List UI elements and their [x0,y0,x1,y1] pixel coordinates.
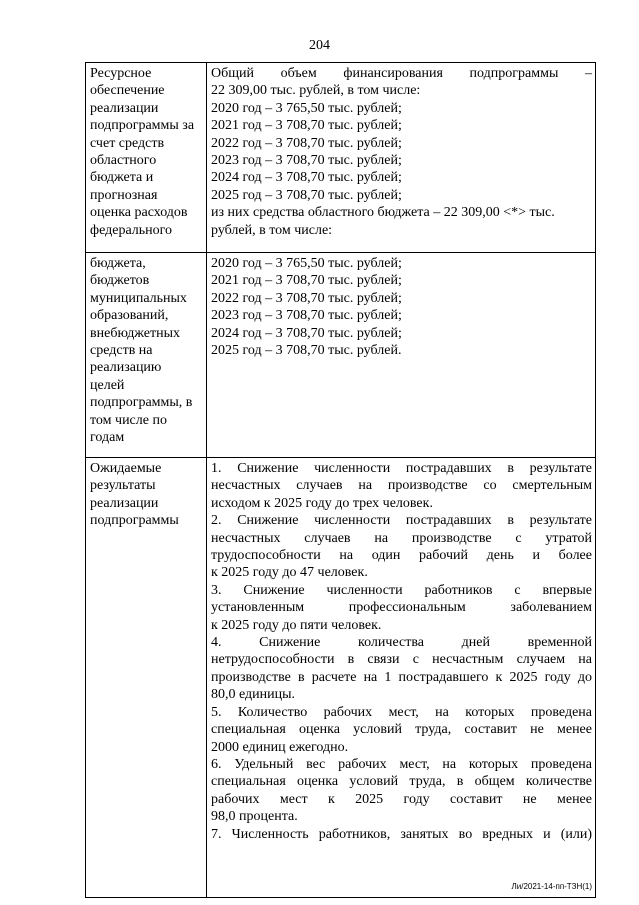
label-line: счет средств [90,135,165,151]
content-line: Общий объем финансирования подпрограммы – [211,66,592,81]
table-row-funding-by-year [86,253,596,458]
content-line: к 2025 году до пяти человек. [211,617,382,633]
content-line: рублей, в том числе: [211,222,333,238]
label-line: образований, [90,308,169,324]
content-line: несчастных случаев на производстве со смертельным [211,478,592,494]
content-line: 22 309,00 тыс. рублей, в том числе: [211,83,421,99]
content-line: 4. Снижение количества дней временной [211,635,592,651]
passport-table [85,62,596,898]
document-code: Ли/2021-14-пп-ТЗН(1) [511,882,592,891]
label-line: оценка расходов [90,205,188,221]
label-line: подпрограммы за [90,118,195,134]
content-line: трудоспособности на один рабочий день и более [211,548,592,564]
label-line: бюджета, [90,256,146,271]
content-line: 2022 год – 3 708,70 тыс. рублей; [211,290,402,306]
content-line: 2020 год – 3 765,50 тыс. рублей; [211,256,402,271]
label-line: обеспечение [90,83,165,99]
content-line: 2020 год – 3 765,50 тыс. рублей; [211,100,402,116]
label-line: федерального [90,222,173,238]
label-line: Ожидаемые [90,461,162,476]
content-line: рабочих мест к 2025 году составит не менее [211,791,592,807]
content-line: 2000 единиц ежегодно. [211,739,349,755]
content-line: 2023 год – 3 708,70 тыс. рублей; [211,308,402,324]
content-line: 2024 год – 3 708,70 тыс. рублей; [211,170,402,186]
label-line: годам [90,430,125,446]
content-line: 2. Снижение численности пострадавших в результате [211,513,592,529]
content-line: 2022 год – 3 708,70 тыс. рублей; [211,135,402,151]
content-line: установленным профессиональным заболеванием [211,600,592,616]
label-line: внебюджетных [90,325,181,341]
content-line: 2025 год – 3 708,70 тыс. рублей; [211,187,402,203]
label-line: подпрограммы, в [90,395,193,411]
row-label-cell [86,458,207,898]
label-line: целей [90,377,125,393]
content-line: 7. Численность работников, занятых во вредных и (или) [211,826,592,842]
row-content-cell [207,253,596,458]
content-line: к 2025 году до 47 человек. [211,565,368,581]
label-line: областного [90,153,157,169]
label-line: реализации [90,100,159,116]
content-line: 5. Количество рабочих мест, на которых проведена [211,704,592,720]
content-line: 2023 год – 3 708,70 тыс. рублей; [211,153,402,169]
content-line: 2021 год – 3 708,70 тыс. рублей; [211,273,402,289]
label-line: подпрограммы [90,513,179,529]
content-line: 2021 год – 3 708,70 тыс. рублей; [211,118,402,134]
label-line: муниципальных [90,290,187,306]
table-row-expected-results [86,458,596,898]
content-line: 98,0 процента. [211,809,298,825]
content-line: 3. Снижение численности работников с впервые [211,582,592,598]
content-line: нетрудоспособности в связи с несчастным случаем на [211,652,592,668]
label-line: реализации [90,495,159,511]
page-number: 204 [309,38,330,53]
content-line: специальная оценка условий труда, в общем количестве [211,774,592,790]
table-row-resources [86,63,596,253]
label-line: бюджетов [90,273,150,289]
content-line: 80,0 единицы. [211,687,296,703]
row-label-cell [86,63,207,253]
row-content-cell [207,458,596,898]
content-line: 6. Удельный вес рабочих мест, на которых проведена [211,756,592,772]
content-line: исходом к 2025 году до трех человек. [211,495,433,511]
content-line: 2024 год – 3 708,70 тыс. рублей; [211,325,402,341]
label-line: Ресурсное [90,66,152,81]
content-line: 2025 год – 3 708,70 тыс. рублей. [211,343,402,359]
label-line: том числе по [90,412,167,428]
content-line: 1. Снижение численности пострадавших в результате [211,461,592,476]
row-content-cell [207,63,596,253]
content-line: несчастных случаев на производстве с утратой [211,530,592,546]
content-line: специальная оценка условий труда, составит не менее [211,722,592,738]
label-line: прогнозная [90,187,158,203]
content-line: из них средства областного бюджета – 22 309,00 <*> тыс. [211,205,555,221]
label-line: реализацию [90,360,162,376]
label-line: бюджета и [90,170,154,186]
label-line: средств на [90,343,153,359]
label-line: результаты [90,478,156,494]
row-label-cell [86,253,207,458]
content-line: производстве в расчете на 1 пострадавшего к 2025 году до [211,669,592,685]
